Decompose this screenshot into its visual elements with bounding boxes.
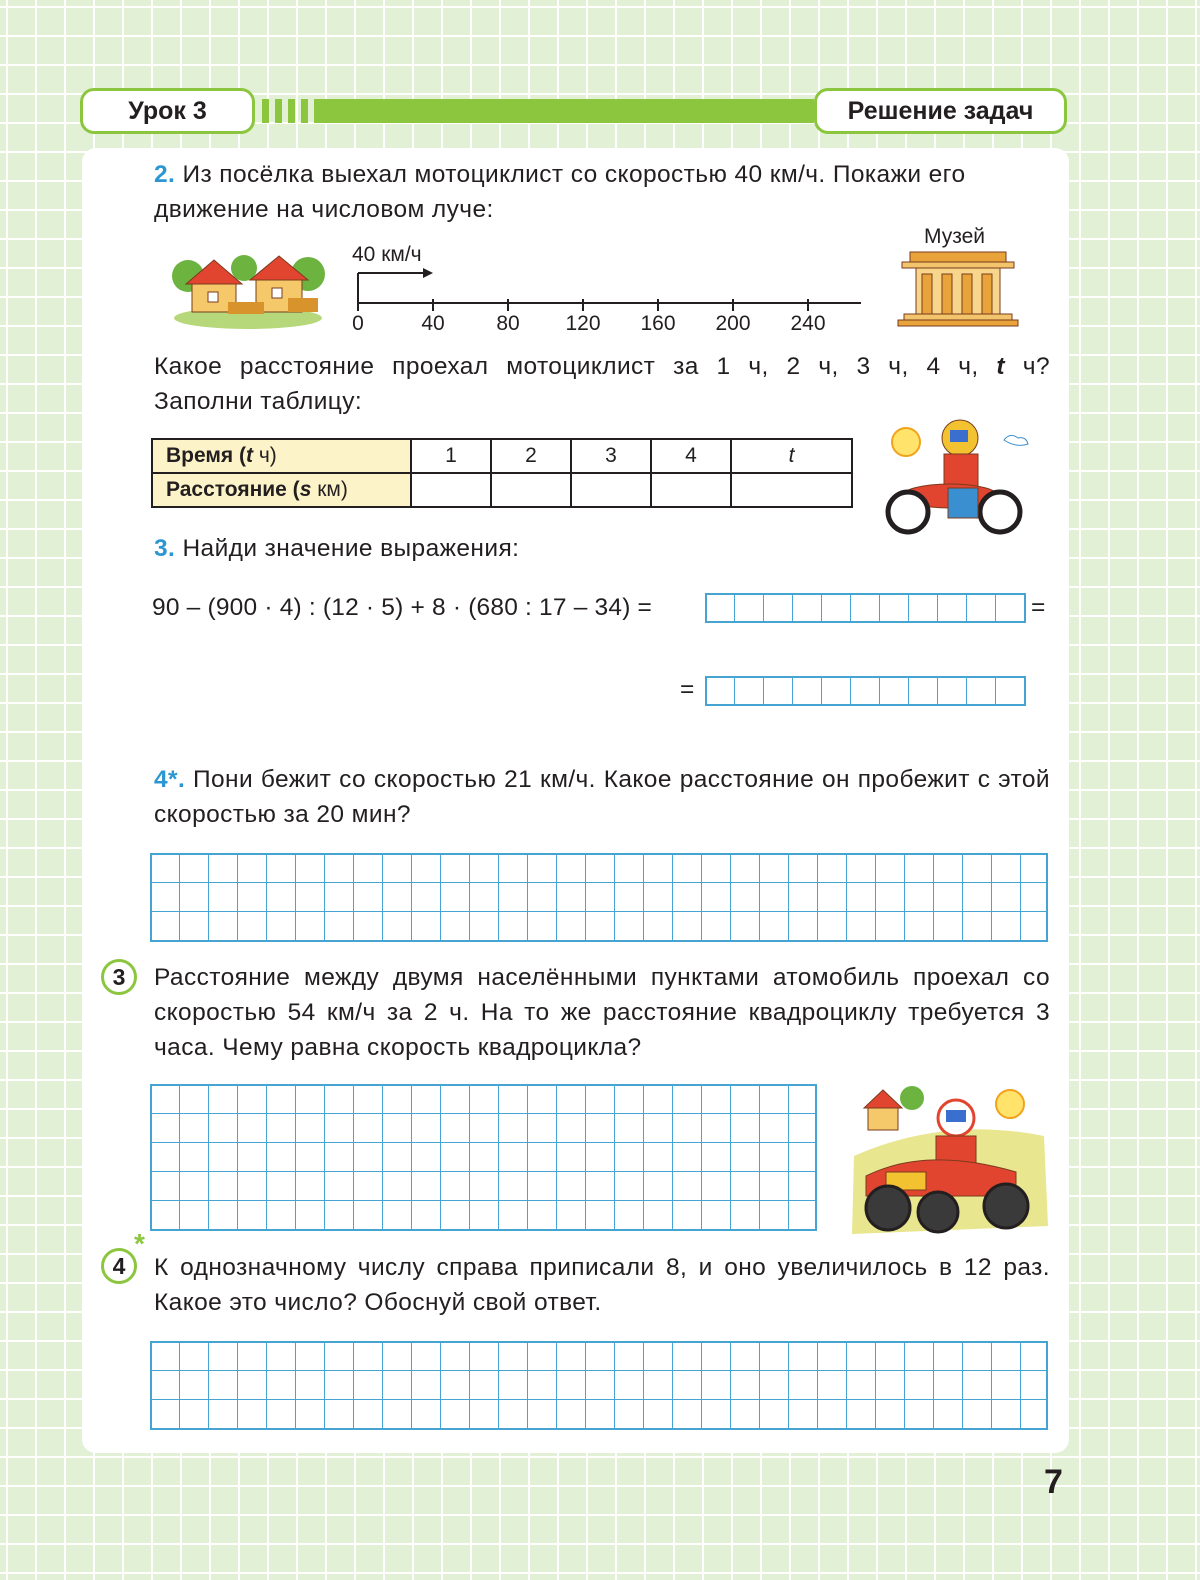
lesson-label: Урок 3 (80, 88, 255, 134)
task4-statement: Пони бежит со скоростью 21 км/ч. Какое расстояние он пробежит с этой скоростью за 20 мин? (154, 766, 1050, 828)
task2-statement: Из посёлка выехал мотоциклист со скоростью 40 км/ч. Покажи его движение на числовом луче: (154, 161, 966, 223)
museum-label: Музей (924, 225, 986, 248)
task4-number: 4*. (154, 766, 186, 793)
table-header-cell: t (731, 439, 852, 473)
problem4-badge: 4 (101, 1248, 137, 1284)
problem3-badge: 3 (101, 959, 137, 995)
table-header-cell: 3 (571, 439, 651, 473)
row-header-distance: Расстояние (s км) (152, 473, 411, 507)
time-distance-table (151, 438, 853, 508)
table-header-cell: 1 (411, 439, 491, 473)
problem4-text: К однозначному числу справа приписали 8, и оно увеличилось в 12 раз. Какое это число? Обоснуй свой ответ. (154, 1254, 1050, 1316)
answer-box-2[interactable] (705, 676, 1026, 706)
task3-statement: Найди значение выражения: (182, 535, 520, 562)
expression: 90 – (900 · 4) : (12 · 5) + 8 · (680 : 17 – 34) = (152, 594, 653, 621)
quad-bike-illustration (846, 1076, 1052, 1240)
task3-text (154, 531, 1050, 566)
equals-sign: = (1031, 594, 1046, 621)
answer-cell[interactable] (571, 473, 651, 507)
ray-tick-label: 0 (352, 312, 364, 335)
page-number: 7 (1044, 1463, 1063, 1501)
ray-tick-label: 80 (496, 312, 520, 335)
problem4-star: * (134, 1228, 145, 1259)
task2-instruction: Заполни таблицу: (154, 388, 363, 415)
answer-cell[interactable] (411, 473, 491, 507)
task4-text (154, 762, 1050, 832)
task3-number: 3. (154, 535, 176, 562)
ray-tick-label: 240 (790, 312, 826, 335)
problem3-text: Расстояние между двумя населёнными пунктами атомобиль проехал со скоростью 54 км/ч за 2 ч. На то же расстояние квадроциклу требуется 3 часа. Чему равна скорость квадроцикла? (154, 964, 1050, 1061)
table-row (152, 439, 852, 473)
speed-arrow (357, 266, 437, 306)
answer-box-1[interactable] (705, 593, 1026, 623)
topic-label: Решение задач (814, 88, 1067, 134)
answer-grid-task4[interactable] (150, 853, 1048, 942)
answer-cell[interactable] (651, 473, 731, 507)
motorcyclist-illustration (878, 414, 1040, 536)
equals-sign: = (680, 676, 695, 703)
ray-tick-label: 120 (565, 312, 601, 335)
answer-cell[interactable] (731, 473, 852, 507)
task2-text (154, 157, 1050, 227)
table-header-cell: 2 (491, 439, 571, 473)
row-header-time: Время (t ч) (152, 439, 411, 473)
task2-number: 2. (154, 161, 176, 188)
ray-tick-label: 160 (640, 312, 676, 335)
table-header-cell: 4 (651, 439, 731, 473)
answer-grid-problem4[interactable] (150, 1341, 1048, 1430)
speed-label: 40 км/ч (352, 243, 422, 266)
ray-tick-label: 40 (421, 312, 445, 335)
table-row (152, 473, 852, 507)
ray-tick-label: 200 (715, 312, 751, 335)
task2-question: Какое расстояние проехал мотоциклист за 1 ч, 2 ч, 3 ч, 4 ч, t ч? (154, 353, 1050, 380)
answer-cell[interactable] (491, 473, 571, 507)
answer-grid-problem3[interactable] (150, 1084, 817, 1231)
village-illustration (168, 248, 326, 330)
museum-illustration (896, 250, 1020, 328)
